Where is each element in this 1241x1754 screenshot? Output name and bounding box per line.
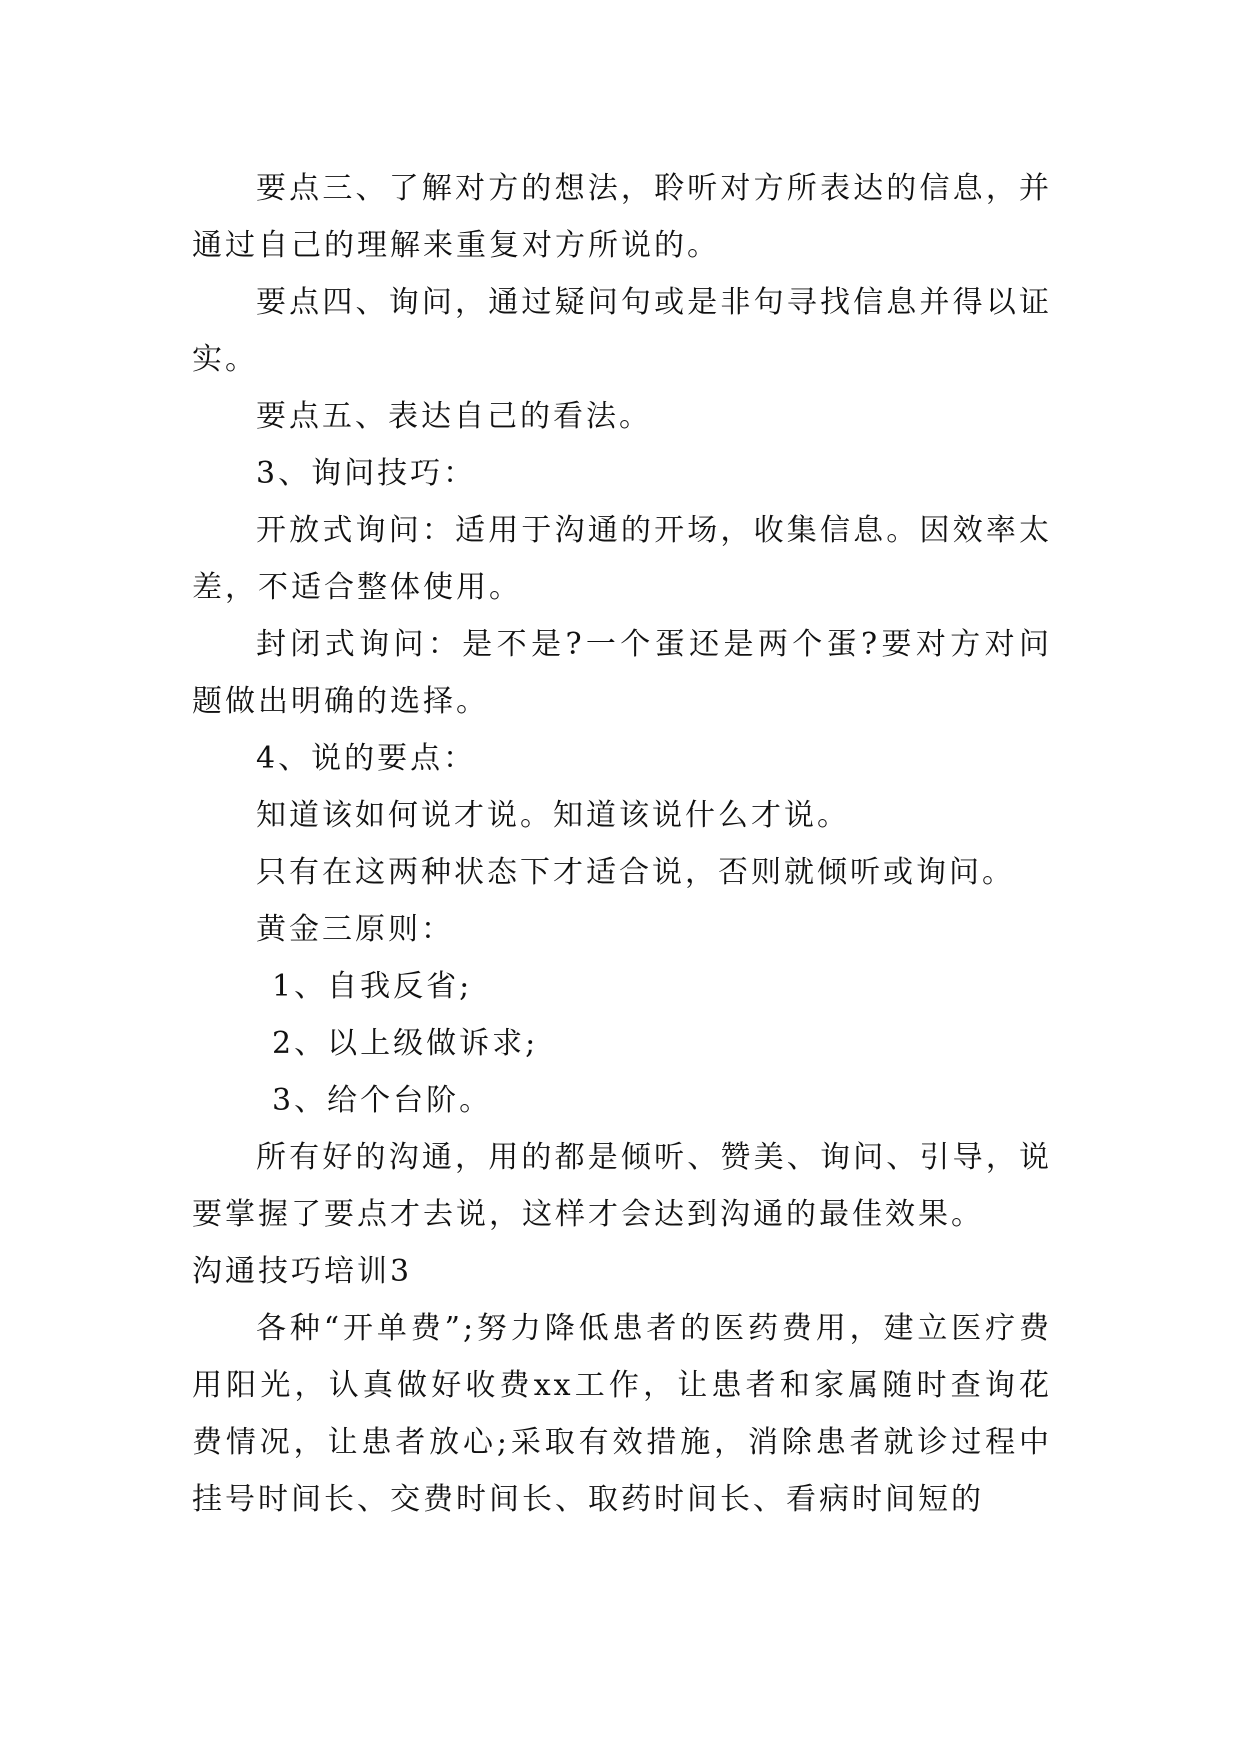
list-item: 2、以上级做诉求; — [272, 1026, 539, 1061]
section-heading-golden-rules: 黄金三原则： — [256, 912, 454, 947]
section-heading-speaking: 4、说的要点： — [256, 741, 477, 776]
paragraph-good-communication: 所有好的沟通，用的都是倾听、赞美、询问、引导，说要掌握了要点才去说，这样才会达到沟通的最佳效果。 — [192, 1140, 1052, 1232]
paragraph-two-states: 只有在这两种状态下才适合说，否则就倾听或询问。 — [256, 855, 1015, 890]
paragraph-know-how: 知道该如何说才说。知道该说什么才说。 — [256, 798, 850, 833]
paragraph-point-five: 要点五、表达自己的看法。 — [256, 399, 652, 434]
document-body — [192, 160, 1052, 1528]
paragraph-fees: 各种“开单费”;努力降低患者的医药费用，建立医疗费用阳光，认真做好收费xx工作，让患者和家属随时查询花费情况，让患者放心;采取有效措施，消除患者就诊过程中挂号时间长、交费时间长、取药时间长、看病时间短的 — [192, 1311, 1052, 1517]
document-section-title: 沟通技巧培训3 — [192, 1254, 413, 1289]
paragraph-open-question: 开放式询问：适用于沟通的开场，收集信息。因效率太差，不适合整体使用。 — [192, 513, 1052, 605]
section-heading-questioning: 3、询问技巧： — [256, 456, 477, 491]
list-item: 1、自我反省; — [272, 969, 473, 1004]
paragraph-closed-question: 封闭式询问：是不是?一个蛋还是两个蛋?要对方对问题做出明确的选择。 — [192, 627, 1052, 719]
paragraph-point-three: 要点三、了解对方的想法，聆听对方所表达的信息，并通过自己的理解来重复对方所说的。 — [192, 171, 1052, 263]
paragraph-point-four: 要点四、询问，通过疑问句或是非句寻找信息并得以证实。 — [192, 285, 1052, 377]
list-item: 3、给个台阶。 — [272, 1083, 493, 1118]
